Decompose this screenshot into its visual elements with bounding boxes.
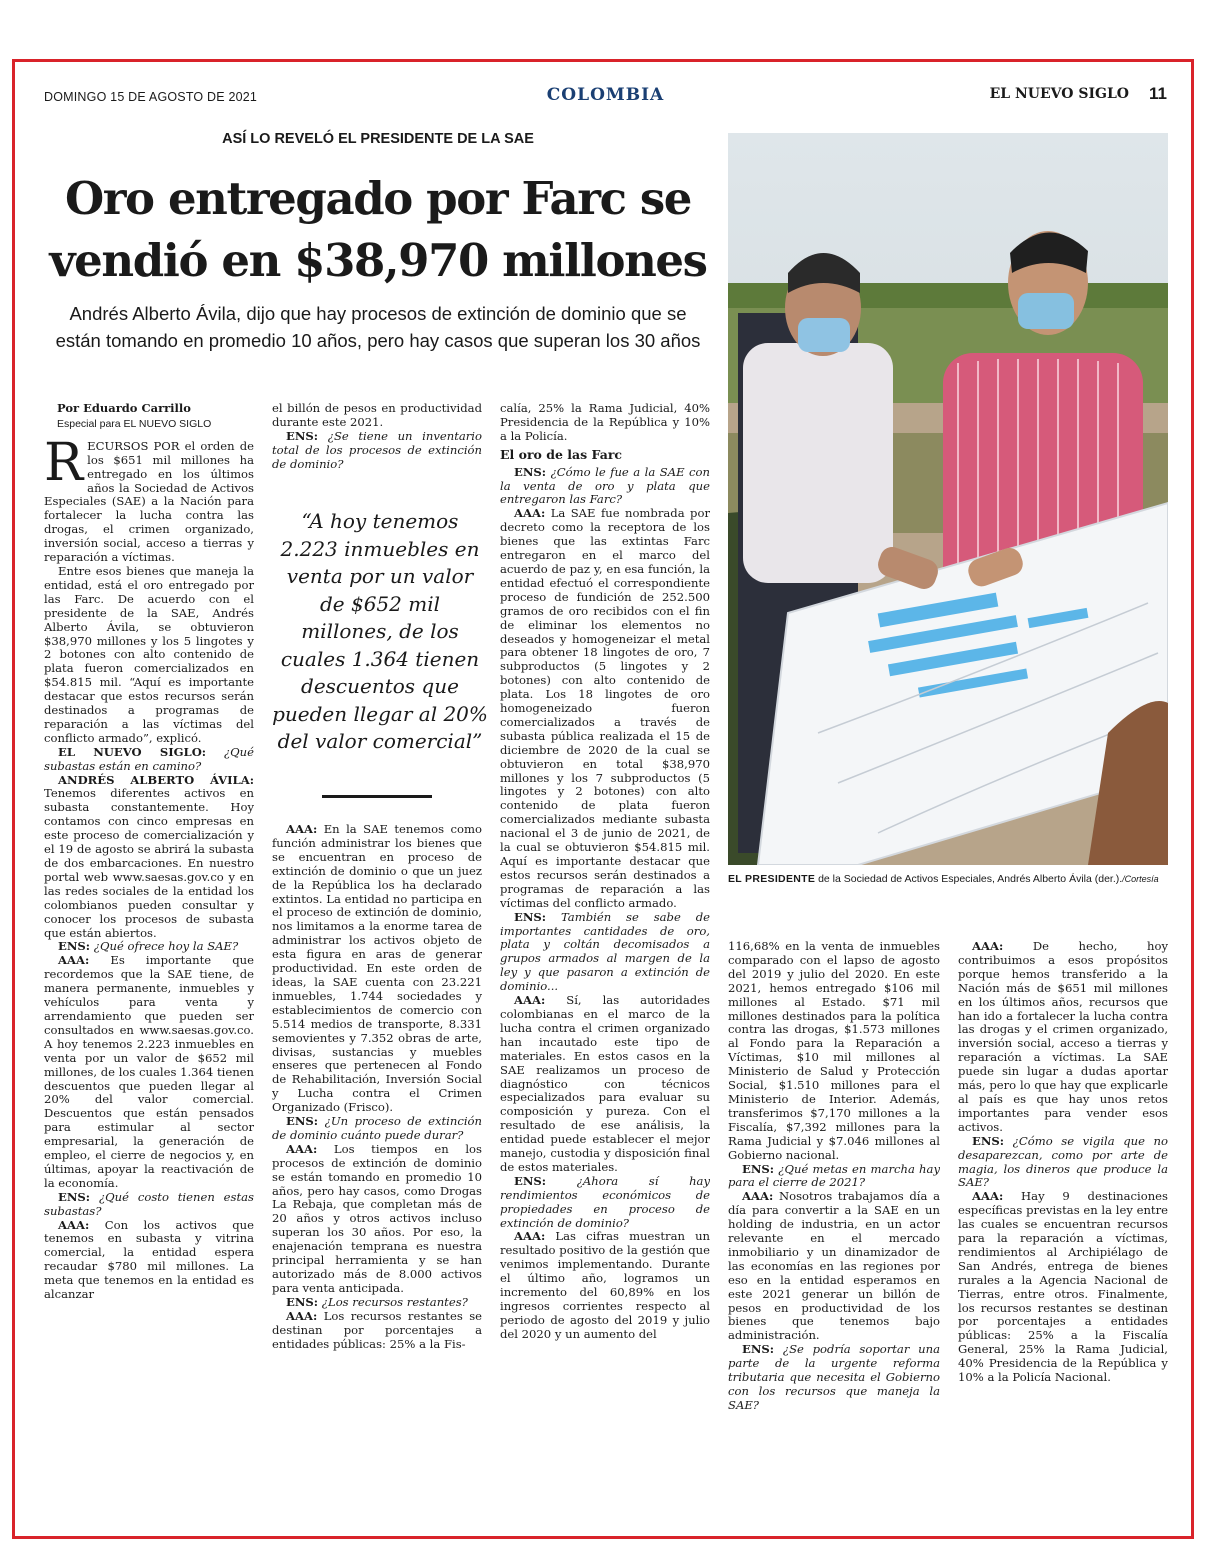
lead-paragraph: RECURSOS POR el orden de los $651 mil millones ha entregado en los últimos años la Sociedad de Activos Especiales (SAE) a la Nación para fortalecer la lucha contra las drogas, el crimen organizado, inversión social, acceso a tierras y reparación a víctimas. bbox=[44, 432, 254, 565]
paragraph: 116,68% en la venta de inmuebles comparado con el lapso de agosto del 2019 y julio del 2020. En este 2021, hemos entregado $106 mil millones al Estado. $71 mil millones destinados para la política contra las drogas, $1.573 millones al Fondo para la Reparación a Víctimas, $10 mil millones al Ministerio de Salud y Protección Social, $1.510 millones para el Ministerio de Interior. Además, transferimos $7,170 millones a la Fiscalía, $7,392 millones para la Rama Judicial y $7.046 millones al Gobierno nacional. bbox=[728, 940, 940, 1162]
caption-lead: EL PRESIDENTE bbox=[728, 873, 816, 885]
pull-quote: “A hoy tenemos 2.223 inmuebles en venta por un valor de $652 mil millones, de los cuales 1.364 tienen descuentos que pueden llegar al 20% del valor comercial” bbox=[272, 509, 488, 753]
photo-credit: /Cortesía bbox=[1122, 874, 1159, 884]
page-number: 11 bbox=[1149, 84, 1167, 103]
answer: ANDRÉS ALBERTO ÁVILA: Tenemos diferentes activos en subasta constantemente. Hoy contamos con cinco empresas en este proceso de comercialización y el 19 de agosto se abrirá la subasta de dos embarcaciones. En nuestro portal web www.saesas.gov.co y en las redes sociales de la entidad los colombianos pueden consultar y conocer los procesos de subasta que están abiertos. bbox=[44, 772, 254, 940]
article-headline: Oro entregado por Farc se vendió en $38,970 millones bbox=[49, 172, 707, 287]
question: ENS: ¿Se tiene un inventario total de los procesos de extinción de dominio? bbox=[272, 428, 482, 471]
paragraph: Entre esos bienes que maneja la entidad, está el oro entregado por las Farc. De acuerdo con el presidente de la SAE, Andrés Alberto Ávila, se obtuvieron $38,970 millones y los 5 lingotes y 2 botones con alto contenido de plata fueron comercializados en $54.815 mil. “Aquí es importante destacar que estos recursos serán destinados a programas de reparación a las víctimas del conflicto armado”, explicó. bbox=[44, 563, 254, 745]
answer: AAA: La SAE fue nombrada por decreto como la receptora de los bienes que las extintas Farc entregaron en el marco del acuerdo de paz y, en esa función, la entidad efectuó el correspondiente proceso de fundición de 252.500 gramos de oro recibidos con el fin de eliminar los elementos no deseados y homogeneizar el metal para obtener 18 lingotes de oro, 7 subproductos (5 lingotes y 2 botones) con alto contenido de plata. Los 18 lingotes de oro homogeneizado fueron comercializados a través de subasta pública realizada el 15 de diciembre de 2020 de la cual se obtuvieron en total $38,970 millones y los 7 subproductos (5 lingotes y 2 botones) con alto contenido de plata fueron comercializados mediante subasta nacional el 3 de junio de 2021, de la cual se obtuvieron $54.815 mil. Aquí es importante destacar que estos recursos serán destinados a programas de reparación a las víctimas del conflicto armado. bbox=[500, 506, 710, 910]
pull-quote-rule bbox=[322, 795, 432, 798]
answer: AAA: Sí, las autoridades colombianas en el marco de la lucha contra el crimen organizado han incautado este tipo de materiales. En estos casos en la SAE realizamos un proceso de diagnóstico con técnicos especializados para evaluar su composición y pureza. Con el resultado de ese análisis, la entidad puede establecer el mejor manejo, custodia y disposición final de estos materiales. bbox=[500, 993, 710, 1174]
question: ENS: ¿Cómo se vigila que no desaparezcan, como por arte de magia, los dineros que produce la SAE? bbox=[958, 1133, 1168, 1190]
question: ENS: ¿Se podría soportar una parte de la urgente reforma tributaria que necesita el Gobierno con los recursos que maneja la SAE? bbox=[728, 1342, 940, 1412]
question: ENS: ¿Cómo le fue a la SAE con la venta de oro y plata que entregaron las Farc? bbox=[500, 464, 710, 507]
answer: AAA: Nosotros trabajamos día a día para convertir a la SAE en un holding de industria, en un actor relevante en el mercado inmobiliario y un dinamizador de las economías en las regiones por eso en la entidad esperamos en este 2021 generar un billón de pesos en productividad de los bienes que tenemos bajo administración. bbox=[728, 1189, 940, 1343]
question: ENS: ¿Un proceso de extinción de dominio cuánto puede durar? bbox=[272, 1114, 482, 1142]
section-name: COLOMBIA bbox=[546, 85, 665, 105]
byline: Por Eduardo Carrillo bbox=[57, 402, 191, 415]
drop-cap: R bbox=[44, 432, 84, 493]
caption-text: de la Sociedad de Activos Especiales, Andrés Alberto Ávila (der.). bbox=[815, 873, 1123, 885]
question: EL NUEVO SIGLO: ¿Qué subastas están en camino? bbox=[44, 744, 254, 773]
photo-caption bbox=[728, 872, 1168, 886]
paragraph: calía, 25% la Rama Judicial, 40% Presidencia de la República y 10% a la Policía. bbox=[500, 402, 710, 443]
answer: AAA: Los recursos restantes se destinan por porcentajes a entidades públicas: 25% a la Fis- bbox=[272, 1308, 482, 1351]
answer: AAA: Con los activos que tenemos en subasta y vitrina comercial, la entidad espera recaudar $780 mil millones. La meta que tenemos en la entidad es alcanzar bbox=[44, 1217, 254, 1302]
article-subhead: Andrés Alberto Ávila, dijo que hay procesos de extinción de dominio que se están tomando en promedio 10 años, pero hay casos que superan los 30 años bbox=[55, 303, 701, 351]
answer: AAA: Hay 9 destinaciones específicas previstas en la ley entre las cuales se encuentran recursos para la reparación a víctimas, rendimientos al Archipiélago de San Andrés, entrega de bienes rurales a la Agencia Nacional de Tierras, entre otros. Finalmente, los recursos restantes se destinan por porcentajes a entidades públicas: 25% a la Fiscalía General, 25% la Rama Judicial, 40% Presidencia de la República y 10% a la Policía Nacional. bbox=[958, 1189, 1168, 1385]
column-4 bbox=[728, 940, 940, 1478]
article-kicker: ASÍ LO REVELÓ EL PRESIDENTE DE LA SAE bbox=[222, 131, 534, 147]
answer: AAA: Los tiempos en los procesos de extinción de dominio se están tomando en promedio 10 años, pero hay casos, como Drogas La Rebaja, que completan más de 20 años y otros activos incluso superan los 30 años. Por eso, la enajenación temprana es nuestra principal herramienta y se han autorizado más de 8.000 activos para venta anticipada. bbox=[272, 1141, 482, 1295]
question: ENS: ¿Qué costo tienen estas subastas? bbox=[44, 1189, 254, 1218]
article-photo bbox=[728, 133, 1168, 865]
newspaper-name: EL NUEVO SIGLO bbox=[989, 86, 1129, 102]
column-5 bbox=[958, 940, 1168, 1478]
question: ENS: ¿Los recursos restantes? bbox=[286, 1294, 468, 1309]
byline-role: Especial para EL NUEVO SIGLO bbox=[57, 417, 212, 430]
issue-date: DOMINGO 15 DE AGOSTO DE 2021 bbox=[44, 90, 258, 104]
question: ENS: ¿Qué ofrece hoy la SAE? bbox=[58, 939, 239, 954]
column-1 bbox=[44, 402, 254, 1478]
column-2-top bbox=[272, 402, 482, 494]
column-2-bottom bbox=[272, 823, 482, 1478]
question: ENS: También se sabe de importantes cantidades de oro, plata y coltán decomisados a grupos armados al margen de la ley y que pasaron a extinción de dominio... bbox=[500, 909, 710, 994]
answer: AAA: Es importante que recordemos que la SAE tiene, de manera permanente, inmuebles y vehículos para venta y arrendamiento que pueden ser consultados en www.saesas.gov.co. A hoy tenemos 2.223 inmuebles en venta por un valor de $652 mil millones, de los cuales 1.364 tienen descuentos que pueden llegar al 20% del valor comercial. Descuentos que están pensados para estimular al sector empresarial, la generación de empleo, el cierre de negocios y, en últimas, apoyar la reactivación de la economía. bbox=[44, 953, 254, 1190]
question: ENS: ¿Ahora sí hay rendimientos económicos de propiedades en proceso de extinción de dominio? bbox=[500, 1173, 710, 1230]
paragraph: el billón de pesos en productividad durante este 2021. bbox=[272, 402, 482, 429]
answer: AAA: En la SAE tenemos como función administrar los bienes que se encuentran en proceso de extinción de dominio o que un juez de la República los ha declarado extintos. La entidad no participa en el proceso de extinción de dominio, nos limitamos a la enorme tarea de administrar los activos objeto de esta figura en aras de generar productividad. En este orden de ideas, la SAE cuenta con 23.221 inmuebles, 1.744 sociedades y establecimientos de comercio con 5.514 medios de transporte, 8.331 semovientes y 7.352 obras de arte, divisas, sustancias y muebles enseres que pertenecen al Fondo de Rehabilitación, Inversión Social y Lucha contra el Crimen Organizado (Frisco). bbox=[272, 823, 482, 1115]
answer: AAA: De hecho, hoy contribuimos a esos propósitos porque hemos transferido a la Nación más de $651 mil millones en los últimos años, recursos que han ido a fortalecer la lucha contra las drogas y el crimen organizado, inversión social, acceso a tierras y reparación a víctimas. La SAE puede sin lugar a dudas aportar más, pero lo que hay que explicarle al país es que hay unos retos importantes para vender esos activos. bbox=[958, 940, 1168, 1134]
answer: AAA: Las cifras muestran un resultado positivo de la gestión que venimos implementando. Durante el último año, logramos un incremento del 60,89% en los ingresos corrientes respecto al periodo de agosto del 2019 y julio del 2020 y un aumento del bbox=[500, 1229, 710, 1341]
column-3 bbox=[500, 402, 710, 1478]
question: ENS: ¿Qué metas en marcha hay para el cierre de 2021? bbox=[728, 1161, 940, 1190]
subheading: El oro de las Farc bbox=[500, 446, 623, 462]
